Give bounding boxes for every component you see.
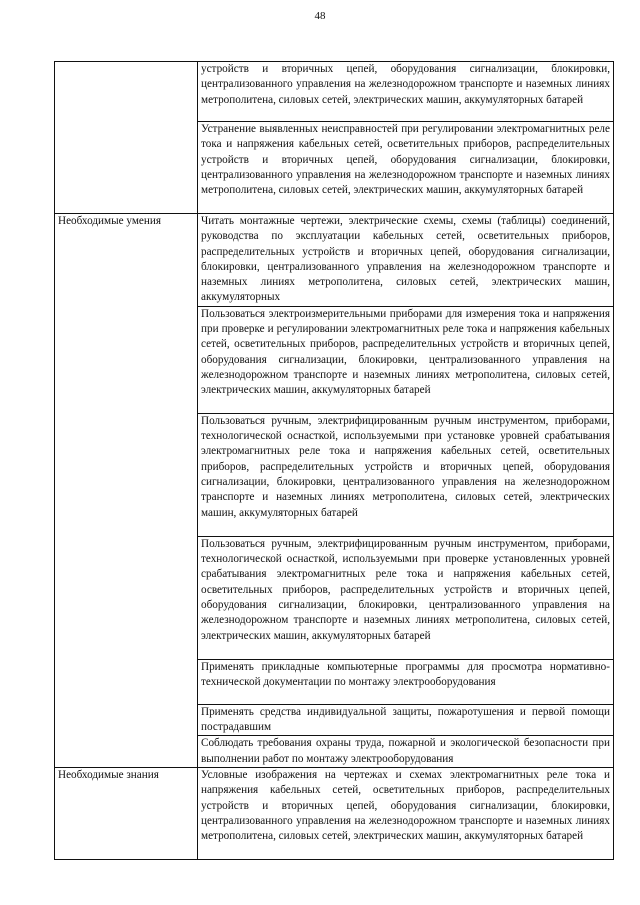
- table-cell: Применять прикладные компьютерные программы для просмотра нормативно-технической документации по монтажу электрооборудования: [198, 659, 614, 704]
- table-cell: Пользоваться ручным, электрифицированным ручным инструментом, приборами, технологической оснасткой, используемыми при установке уровней срабатывания электромагнитных реле тока и напряжения кабельных сетей, осветительных приборов, распределительных устройств и вторичных цепей, оборудования сигнализации, блокировки, централизованного управления на железнодорожном транспорте и наземных линиях метрополитена, силовых сетей, электрических машин, аккумуляторных батарей: [198, 413, 614, 536]
- table-row: [55, 214, 614, 307]
- table-row: [55, 62, 614, 122]
- row-label-knowledge: Необходимые знания: [55, 767, 198, 859]
- page-number: 48: [314, 10, 326, 22]
- table-cell: устройств и вторичных цепей, оборудования сигнализации, блокировки, централизованного управления на железнодорожном транспорте и наземных линиях метрополитена, силовых сетей, электрических машин, аккумуляторных батарей: [198, 62, 614, 122]
- table-cell: Условные изображения на чертежах и схемах электромагнитных реле тока и напряжения кабельных сетей, осветительных приборов, распределительных устройств и вторичных цепей, оборудования сигнализации, блокировки, централизованного управления на железнодорожном транспорте и наземных линиях метрополитена, силовых сетей, электрических машин, аккумуляторных батарей: [198, 767, 614, 859]
- requirements-table: [54, 61, 614, 860]
- table-cell: Пользоваться ручным, электрифицированным ручным инструментом, приборами, технологической оснасткой, используемыми при проверке установленных уровней срабатывания электромагнитных реле тока и напряжения кабельных сетей, осветительных приборов, распределительных устройств и вторичных цепей, оборудования сигнализации, блокировки, централизованного управления на железнодорожном транспорте и наземных линиях метрополитена, силовых сетей, электрических машин, аккумуляторных батарей: [198, 536, 614, 659]
- table-cell: Пользоваться электроизмерительными приборами для измерения тока и напряжения при проверке и регулировании электромагнитных реле тока и напряжения кабельных сетей, осветительных приборов, распределительных устройств и вторичных цепей, оборудования сигнализации, блокировки, централизованного управления на железнодорожном транспорте и наземных линиях метрополитена, силовых сетей, электрических машин, аккумуляторных батарей: [198, 306, 614, 413]
- table-cell: Читать монтажные чертежи, электрические схемы, схемы (таблицы) соединений, руководства по эксплуатации кабельных сетей, осветительных приборов, распределительных устройств и вторичных цепей, оборудования сигнализации, блокировки, централизованного управления на железнодорожном транспорте и наземных линиях метрополитена, силовых сетей, электрических машин, аккумуляторных: [198, 214, 614, 307]
- table-cell: Устранение выявленных неисправностей при регулировании электромагнитных реле тока и напряжения кабельных сетей, осветительных приборов, распределительных устройств и вторичных цепей, оборудования сигнализации, блокировки, централизованного управления на железнодорожном транспорте и наземных линиях метрополитена, силовых сетей, электрических машин, аккумуляторных батарей: [198, 122, 614, 214]
- row-label: [55, 62, 198, 214]
- row-label-skills: Необходимые умения: [55, 214, 198, 768]
- table-cell: Соблюдать требования охраны труда, пожарной и экологической безопасности при выполнении работ по монтажу электрооборудования: [198, 736, 614, 768]
- table-cell: Применять средства индивидуальной защиты, пожаротушения и первой помощи пострадавшим: [198, 704, 614, 736]
- table-row: [55, 767, 614, 859]
